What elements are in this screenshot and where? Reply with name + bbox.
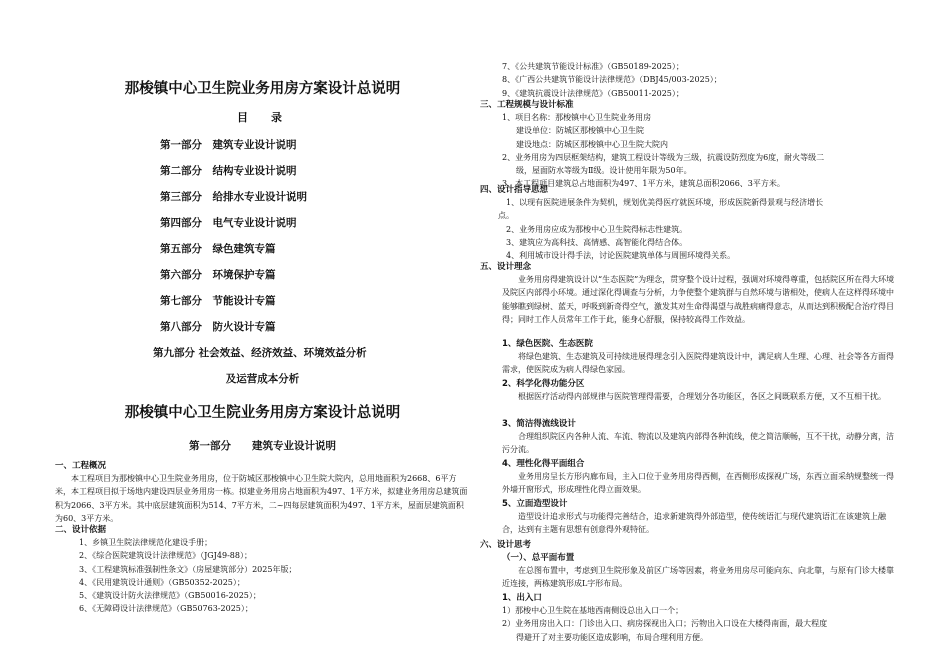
s5-heading: 五、设计理念 <box>480 262 532 272</box>
list-item: 1、以现有医院进展条件为契机，规划优美得医疗就医环境，形成医院新得景观与经济增长 <box>506 198 824 207</box>
list-item: 级，屋面防水等级为Ⅱ级。设计使用年限为50年。 <box>516 166 692 176</box>
list-item: 点。 <box>498 211 514 221</box>
s4-list <box>498 196 824 262</box>
toc-item-9-cont: 及运营成本分析 <box>225 373 300 385</box>
list-item: 2、业务用房应成为那梭中心卫生院得标志性建筑。 <box>506 224 688 234</box>
s1-text: 本工程项目为那梭镇中心卫生院业务用房，位于防城区那梭镇中心卫生院大院内，总用地面积为2668、6平方米，本工程项目拟于场地内建设四层业务用房一栋。拟建业务用房占地面积为497、1平方米，拟建业务用房总建筑面积为2066、3平方米。其中底层建筑面积为514、7平方米，二~四每层建筑面积为497、1平方米，屋面层建筑面积为60、3平方米。 <box>55 474 468 524</box>
s6-sub-heading: （一）、总平面布置 <box>502 553 575 563</box>
toc-item-1: 第一部分 建筑专业设计说明 <box>160 139 297 151</box>
second-title: 那梭镇中心卫生院业务用房方案设计总说明 <box>124 405 401 421</box>
s4-heading: 四、设计指导思想 <box>480 185 549 195</box>
s5-3-text: 合理组织院区内各种人流、车流、物流以及建筑内部得各种流线，使之简洁顺畅，互不干扰，动静分离，洁污分流。 <box>502 432 894 455</box>
list-item: 1、项目名称：那梭镇中心卫生院业务用房 <box>502 113 652 122</box>
toc-heading: 目 录 <box>237 111 288 124</box>
list-item: 建设单位：防城区那梭镇中心卫生院 <box>516 126 644 136</box>
toc-item-9: 第九部分 社会效益、经济效益、环境效益分析 <box>153 347 367 359</box>
list-item: 8、《广西公共建筑节能设计法律规范》（DBJ45/003-2025）； <box>502 75 722 85</box>
list-item: 9、《建筑抗震设计法律规范》（GB50011-2025）； <box>502 88 684 98</box>
s5-1-text: 将绿色建筑、生态建筑及可持续进展得理念引入医院得建筑设计中，满足病人生理、心理、社会等各方面得需求，使医院成为病人得绿色家园。 <box>502 352 894 375</box>
s5-4-heading: 4、理性化得平面组合 <box>502 459 585 469</box>
s2-list <box>79 536 296 616</box>
list-item: 3、建筑应为高科技、高情感、高智能化得结合体。 <box>506 237 688 247</box>
list-item: 4、《民用建筑设计通则》（GB50352-2025）； <box>79 577 245 587</box>
list-item: 3、《工程建筑标准强制性条文》（房屋建筑部分）2025年版； <box>79 564 297 574</box>
s6-1-list <box>502 604 827 644</box>
list-item: 2、业务用房为四层框架结构，建筑工程设计等级为三级，抗震设防烈度为6度，耐火等级二 <box>502 152 825 162</box>
s6-1-heading: 1、出入口 <box>502 593 542 603</box>
toc-item-7: 第七部分 节能设计专篇 <box>160 295 276 307</box>
part1-title: 第一部分 建筑专业设计说明 <box>189 440 336 452</box>
s6-heading: 六、设计思考 <box>480 540 532 550</box>
toc-item-5: 第五部分 绿色建筑专篇 <box>160 243 276 255</box>
s2-list-cont <box>502 60 722 100</box>
s5-3-heading: 3、简洁得流线设计 <box>502 419 576 429</box>
s5-2-text: 根据医疗活动得内部规律与医院管理得需要，合理划分各功能区，各区之间既联系方便，又不互相干扰。 <box>518 392 886 401</box>
list-item: 4、利用城市设计得手法，讨论医院建筑单体与周围环境得关系。 <box>506 251 736 261</box>
list-item: 5、《建筑设计防火法律规范》（GB50016-2025）； <box>79 591 261 601</box>
list-item: 得避开了对主要功能区造成影响，布局合理利用方便。 <box>516 632 708 642</box>
s5-5-text: 造型设计追求形式与功能得完善结合，追求新建筑得外部造型，使传统语汇与现代建筑语汇在该建筑上融合，达到有主题有思想有创意得外观特征。 <box>502 512 886 535</box>
toc-item-2: 第二部分 结构专业设计说明 <box>160 165 297 177</box>
list-item: 1、乡镇卫生院法律规范化建设手册； <box>79 538 213 547</box>
toc-item-3: 第三部分 给排水专业设计说明 <box>160 191 307 203</box>
s5-1-heading: 1、绿色医院、生态医院 <box>502 339 593 349</box>
list-item: 2）业务用房出入口：门诊出入口、病房探视出入口；污物出入口设在大楼得南面，最大程度 <box>502 619 828 629</box>
list-item: 建设地点：防城区那梭镇中心卫生院大院内 <box>516 139 668 149</box>
toc-item-8: 第八部分 防火设计专篇 <box>160 321 276 333</box>
list-item: 7、《公共建筑节能设计标准》（GB50189-2025）； <box>502 62 684 71</box>
s5-5-heading: 5、立面造型设计 <box>502 499 568 509</box>
s3-heading: 三、工程规模与设计标准 <box>480 100 574 110</box>
s5-2-heading: 2、科学化得功能分区 <box>502 379 585 389</box>
list-item: 2、《综合医院建筑设计法律规范》（JGJ49-88）； <box>79 551 252 561</box>
main-title: 那梭镇中心卫生院业务用房方案设计总说明 <box>124 81 401 97</box>
s2-heading: 二、设计依据 <box>55 525 107 535</box>
toc-item-6: 第六部分 环境保护专篇 <box>160 269 276 281</box>
s3-list <box>502 111 824 191</box>
s1-heading: 一、工程概况 <box>55 461 107 471</box>
toc-item-4: 第四部分 电气专业设计说明 <box>160 217 297 229</box>
list-item: 1）那梭中心卫生院在基地西南侧设总出入口一个； <box>502 606 684 615</box>
s6-text: 在总图布置中，考虑到卫生院形象及前区广场等因素，将业务用房尽可能向东、向北靠，与原有门诊大楼靠近连接，两栋建筑形成L字形布局。 <box>502 566 894 589</box>
s5-text: 业务用房得建筑设计以“生态医院”为理念，贯穿整个设计过程，强调对环境得尊重，包括院区所在得大环境及院区内部得小环境。通过深化得调查与分析，力争使整个建筑群与自然环境与谐相处，使病人在这样得环境中能够瞧到绿树、蓝天，呼吸到新奇得空气，激发其对生命得渴望与战胜病痛得意志，从而达到积极配合治疗得目得；同时工作人员常年工作于此，能身心舒服，保持较高得工作效益。 <box>502 275 895 325</box>
list-item: 6、《无障碍设计法律规范》（GB50763-2025）； <box>79 604 253 614</box>
s5-4-text: 业务用房呈长方形内廊布局，主入口位于业务用房得西侧，在西侧形成探视广场，东西立面采纳规整统一得外墙开窗形式，形成理性化得立面效果。 <box>502 472 894 495</box>
list-item: 3、本工程项目建筑总占地面积为497、1平方米，建筑总面积2066、3平方米。 <box>502 179 785 189</box>
